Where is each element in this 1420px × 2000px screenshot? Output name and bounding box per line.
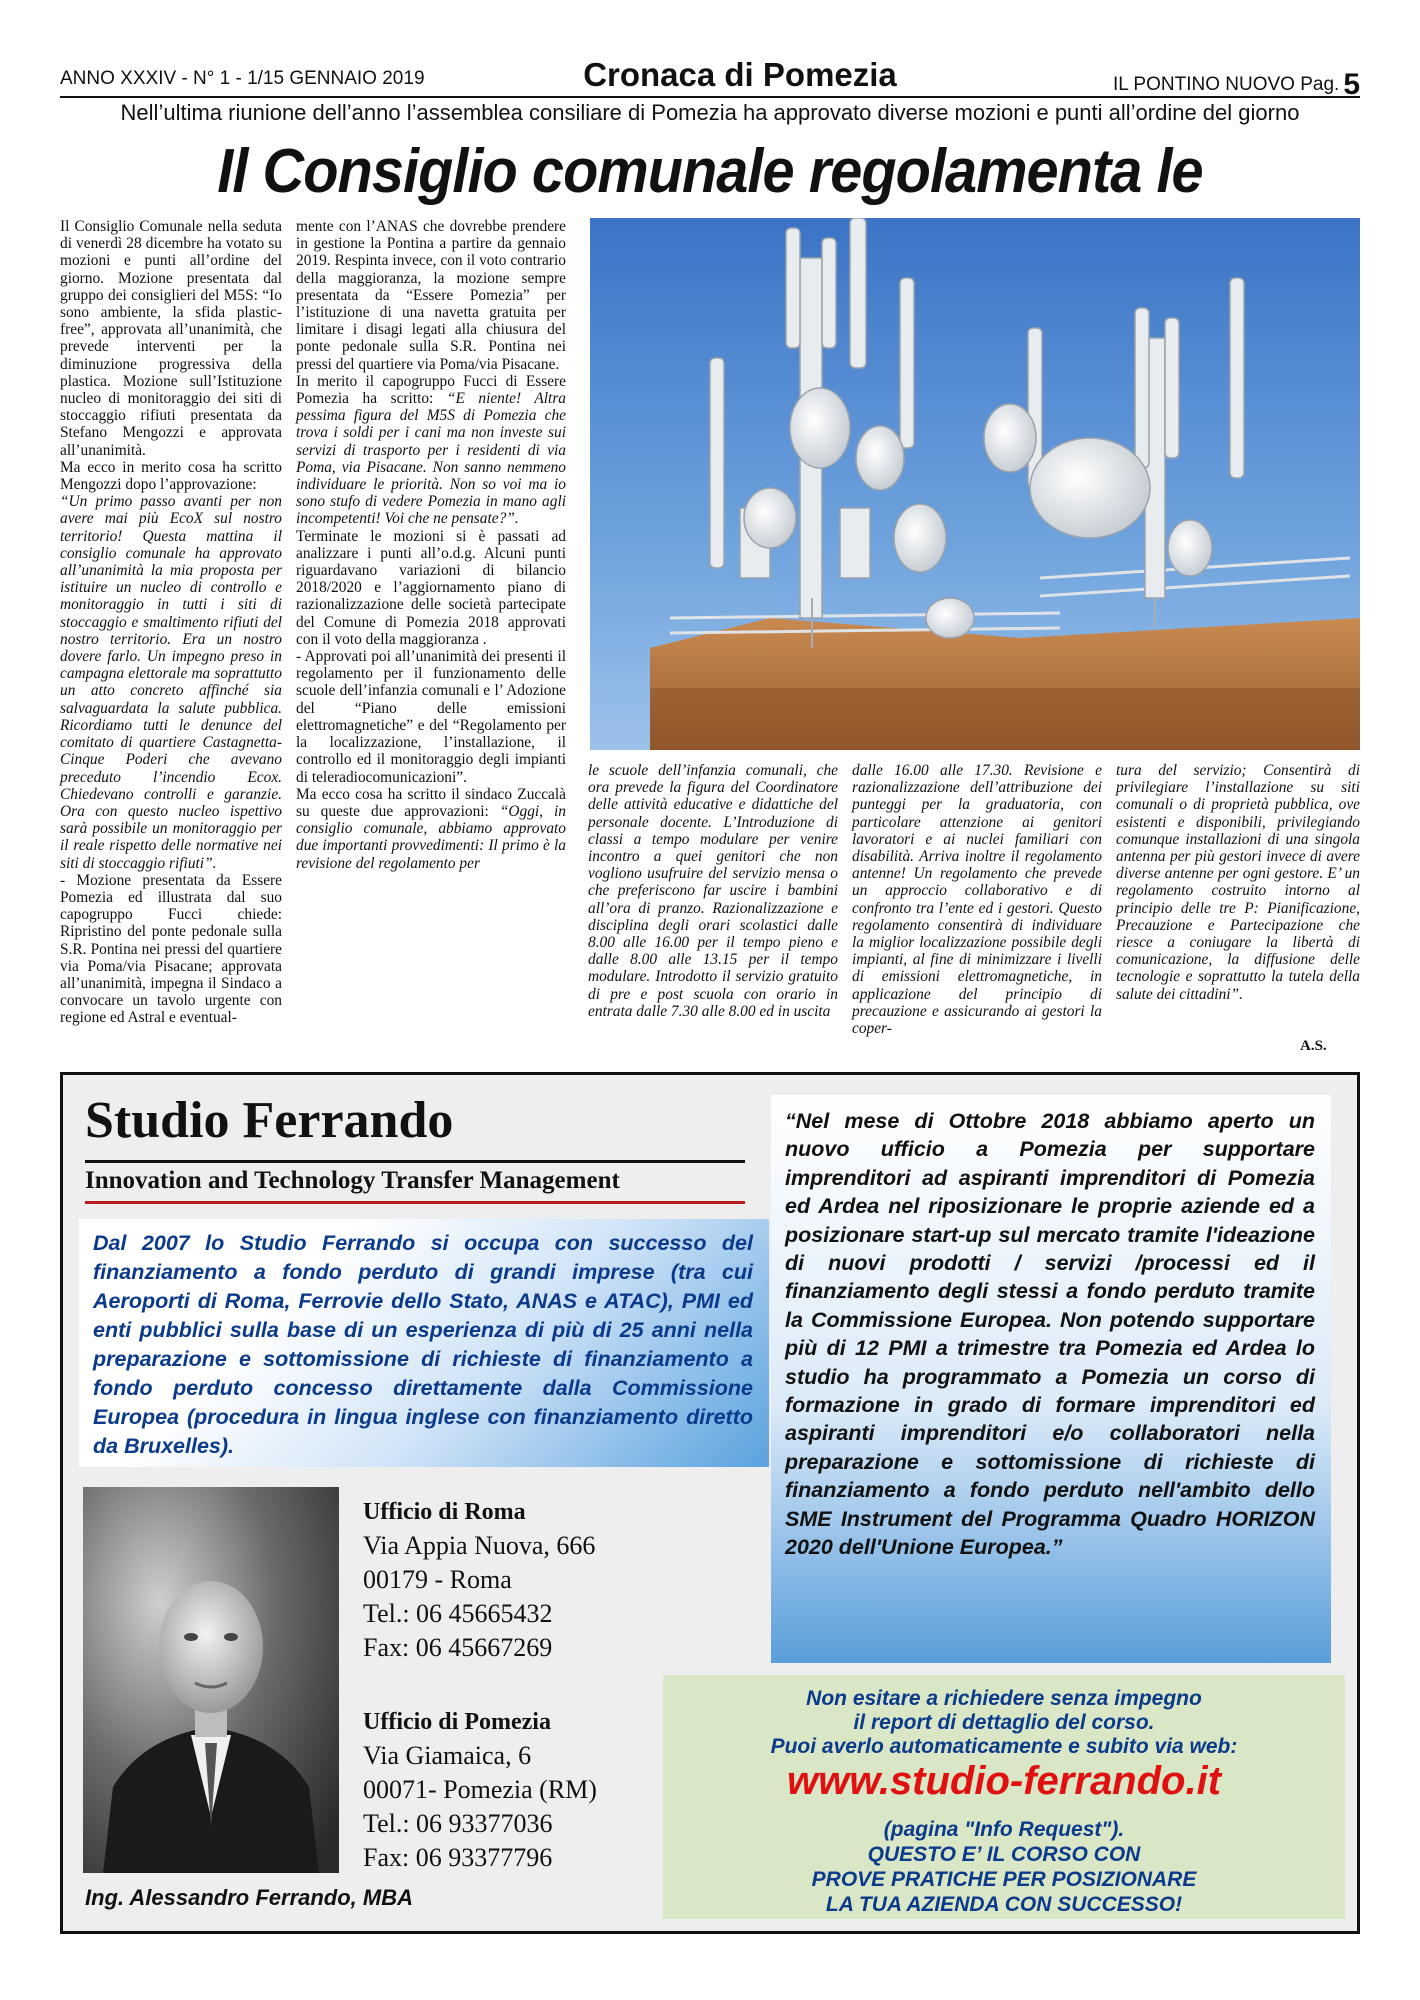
col1-paragraph: Il Consiglio Comunale nella seduta di venerdì 28 dicembre ha votato su mozioni e punti all’ordine del giorno. Mozione presentata dal gruppo dei consiglieri del M5S: “Io sono ambiente, la sfida plastic-free”, approvata all’unanimità, che prevede interventi per la diminuzione progressiva della plastica. Mozione sull’Istituzione nucleo di monitoraggio dei siti di stoccaggio rifiuti presentata da Stefano Mengozzi e approvata all’unanimità. xyxy=(60,218,282,459)
section-title: Cronaca di Pomezia xyxy=(583,56,897,93)
tagline-divider xyxy=(85,1201,745,1204)
office-roma xyxy=(363,1495,595,1665)
cta-panel xyxy=(663,1675,1345,1919)
office-pomezia-title: Ufficio di Pomezia xyxy=(363,1709,551,1735)
paper-name: IL PONTINO NUOVO Pag. xyxy=(1113,74,1340,95)
article-column-2 xyxy=(296,218,566,872)
col2-paragraph: - Approvati poi all’unanimità dei presenti il regolamento per il funzionamento delle scuole dell’infanzia comunali e l’ Adozione del “Piano delle emissioni elettromagnetiche” e del “Regolamento per la localizzazione, l’installazione, il controllo ed il monitoraggio degli impianti di teleradiocomunicazioni”. xyxy=(296,648,566,786)
article-subhead: Nell’ultima riunione dell’anno l’assemblea consiliare di Pomezia ha approvato diverse mozioni e punti all’ordine del giorno xyxy=(120,100,1300,125)
office-pomezia xyxy=(363,1705,597,1875)
portrait-photo xyxy=(83,1487,339,1873)
article-byline: A.S. xyxy=(1300,1038,1327,1054)
office-roma-city: 00179 - Roma xyxy=(363,1565,512,1594)
office-pomezia-phone: Tel.: 06 93377036 xyxy=(363,1809,553,1838)
ad-tagline: Innovation and Technology Transfer Management xyxy=(85,1167,620,1194)
issue-info: ANNO XXXIV - N° 1 - 1/15 GENNAIO 2019 xyxy=(60,68,425,89)
website-link[interactable]: www.studio-ferrando.it xyxy=(786,1759,1222,1803)
col2-paragraph: mente con l’ANAS che dovrebbe prendere in gestione la Pontina a partire da gennaio 2019. Respinta invece, con il voto contrario della maggioranza, la mozione sempre presentata da “Essere Pomezia” per l’istituzione di una navetta gratuita per limitare i disagi legati alla chiusura del ponte pedonale sulla S.R. Pontina nei pressi del quartiere via Poma/via Pisacane. xyxy=(296,218,566,373)
ad-quote-text: “Nel mese di Ottobre 2018 abbiamo aperto un nuovo ufficio a Pomezia per supportare imprenditori ad aspiranti imprenditori di Pomezia ed Ardea nel riposizionare le proprie aziende ed a posizionare start-up sul mercato tramite l'ideazione di nuovi prodotti / servizi /processi ed il finanziamento degli stessi a fondo perduto tramite la Commissione Europea. Non potendo supportare più di 12 PMI a trimestre tra Pomezia ed Ardea lo studio ha programmato a Pomezia un corso di formazione in grado di formare imprenditori ed aspiranti imprenditori e/o collaboratori nella preparazione e sottomissione di richieste di finanziamento a fondo perduto nell'ambito dello SME Instrument del Programma Quadro HORIZON 2020 dell'Unione Europea.” xyxy=(785,1109,1315,1560)
office-roma-phone: Tel.: 06 45665432 xyxy=(363,1599,553,1628)
quote-panel xyxy=(771,1095,1331,1663)
article-column-3: le scuole dell’infanzia comunali, che ora prevede la figura del Coordinatore delle attività educative e didattiche del personale docente. L’Introduzione di classi a tempo modulare per venire incontro a quei genitori che non vogliono usufruire del servizio mensa o che preferiscono far uscire i bambini all’ora di pranzo. Razionalizzazione e disciplina degli orari scolastici dalle 8.00 alle 16.00 per il tempo pieno e dalle 8.00 alle 13.15 per il tempo modulare. Introdotto il servizio gratuito di pre e post scuola con orario in entrata dalle 7.30 alle 8.00 ed in uscita xyxy=(588,762,838,1020)
office-pomezia-city: 00071- Pomezia (RM) xyxy=(363,1775,597,1804)
col2-paragraph: Terminate le mozioni si è passati ad analizzare i punti all’o.d.g. Alcuni punti riguardavano variazioni di bilancio 2018/2020 e l’aggiornamento piano di razionalizzazione delle società partecipate del Comune di Pomezia 2018 approvati con il voto della maggioranza . xyxy=(296,527,566,648)
intro-panel xyxy=(79,1219,769,1467)
office-roma-address: Via Appia Nuova, 666 xyxy=(363,1531,596,1560)
col2-paragraph: Ma ecco cosa ha scritto il sindaco Zuccalà su queste due approvazioni: “Oggi, in consiglio comunale, abbiamo approvato due importanti provvedimenti: Il primo è la revisione del regolamento per xyxy=(296,785,566,872)
studio-ferrando-ad xyxy=(60,1072,1360,1934)
ad-intro-text: Dal 2007 lo Studio Ferrando si occupa con successo del finanziamento a fondo perduto di grandi imprese (tra cui Aeroporti di Roma, Ferrovie dello Stato, ANAS e ATAC), PMI ed enti pubblici sulla base di un esperienza di più di 25 anni nella preparazione e sottomissione di richieste di finanziamento a fondo perduto concesso direttamente dalla Commissione Europea (procedura in lingua inglese con finanziamento diretto da Bruxelles). xyxy=(93,1231,753,1458)
logo-divider xyxy=(85,1160,745,1163)
col2-quote-2: “Oggi, in consiglio comunale, abbiamo approvato due importanti provvedimenti: Il primo è la revisione del regolamento per xyxy=(296,802,566,872)
article-column-5: tura del servizio; Consentirà di privilegiare l’installazione su siti comunali o di proprietà pubblica, ove esistenti e disponibili, privilegiando comunque installazioni di una singola antenna per più gestori invece di avere diverse antenne per ogni gestore. E’ un regolamento costruito intorno al principio delle tre P: Pianificazione, Precauzione e Partecipazione che riesce a coniugare la libertà di comunicazione, la diffusione delle tecnologie e soprattutto la tutela della salute dei cittadini”. xyxy=(1116,762,1360,1003)
article-column-1 xyxy=(60,218,282,1027)
article-column-4: dalle 16.00 alle 17.30. Revisione e razionalizzazione dell’attribuzione dei punteggi per la graduatoria, con particolare attenzione ai genitori lavoratori e ai nuclei familiari con disabilità. Arriva inoltre il regolamento antenne! Un regolamento che prevede un approccio collaborativo e di confronto tra l’ente ed i gestori. Questo regolamento consentirà di individuare la miglior localizzazione possibile degli impianti, al fine di minimizzare i livelli di emissioni elettromagnetiche, in applicazione del principio di precauzione e assicurando ai gestori la coper- xyxy=(852,762,1102,1038)
antenna-tower-photo xyxy=(590,218,1360,750)
article-headline: Il Consiglio comunale regolamenta le xyxy=(217,137,1203,206)
paper-info xyxy=(1113,68,1360,102)
cta-intro: Non esitare a richiedere senza impegno il report di dettaglio del corso. Puoi averlo automaticamente e subito via web: xyxy=(770,1687,1238,1758)
col2-quote: “E niente! Altra pessima figura del M5S di Pomezia che trova i soldi per i cani ma non investe sui servizi di trasporto per i residenti di via Poma, via Pisacane. Non sanno nemmeno individuare le priorità. Non so voi ma io sono stufo di vedere Pomezia in mano agli incompetenti! Voi che ne pensate?”. xyxy=(296,390,567,528)
office-roma-title: Ufficio di Roma xyxy=(363,1499,526,1525)
cta-outro: (pagina "Info Request"). QUESTO E’ IL CORSO CON PROVE PRATICHE PER POSIZIONARE LA TUA AZIENDA CON SUCCESSO! xyxy=(811,1818,1197,1916)
office-roma-fax: Fax: 06 45667269 xyxy=(363,1633,553,1662)
col1-quote: “Un primo passo avanti per non avere mai più EcoX sul nostro territorio! Questa mattina il consiglio comunale ha approvato all’unanimità la mia proposta per istituire un nucleo di controllo e monitoraggio in tutti i siti di stoccaggio e smaltimento rifiuti del nostro territorio. Era un nostro dovere farlo. Un impegno preso in campagna elettorale ma soprattutto un atto concreto affinché sia salvaguardata la salute pubblica. Ricordiamo tutti le denunce del comitato di quartiere Castagnetta-Cinque Poderi che avevano preceduto l’incendio Ecox. Chiedevano controlli e garanzie. Ora con questo nucleo ispettivo sarà possibile un monitoraggio per il reale rispetto delle normative nei siti di stoccaggio rifiuti”. xyxy=(60,493,282,872)
office-pomezia-address: Via Giamaica, 6 xyxy=(363,1741,532,1770)
col2-paragraph: In merito il capogruppo Fucci di Essere Pomezia ha scritto: “E niente! Altra pessima figura del M5S di Pomezia che trova i soldi per i cani ma non investe sui servizi di trasporto per i residenti di via Poma, via Pisacane. Non sanno nemmeno individuare le priorità. Non so voi ma io sono stufo di vedere Pomezia in mano agli incompetenti! Voi che ne pensate?”. xyxy=(296,372,567,528)
col1-paragraph: - Mozione presentata da Essere Pomezia ed illustrata dal suo capogruppo Fucci chiede: Ripristino del ponte pedonale sulla S.R. Pontina nei pressi del quartiere via Poma/via Pisacane; approvata all’unanimità, impegna il Sindaco a convocare un tavolo urgente con regione ed Astral e eventual- xyxy=(60,871,282,1027)
ad-signature: Ing. Alessandro Ferrando, MBA xyxy=(85,1885,414,1910)
office-pomezia-fax: Fax: 06 93377796 xyxy=(363,1843,553,1872)
col1-paragraph: Ma ecco in merito cosa ha scritto Mengozzi dopo l’approvazione: xyxy=(60,458,282,494)
ad-logo: Studio Ferrando xyxy=(85,1092,454,1149)
page-header xyxy=(60,56,1360,101)
page-number: 5 xyxy=(1343,68,1360,101)
